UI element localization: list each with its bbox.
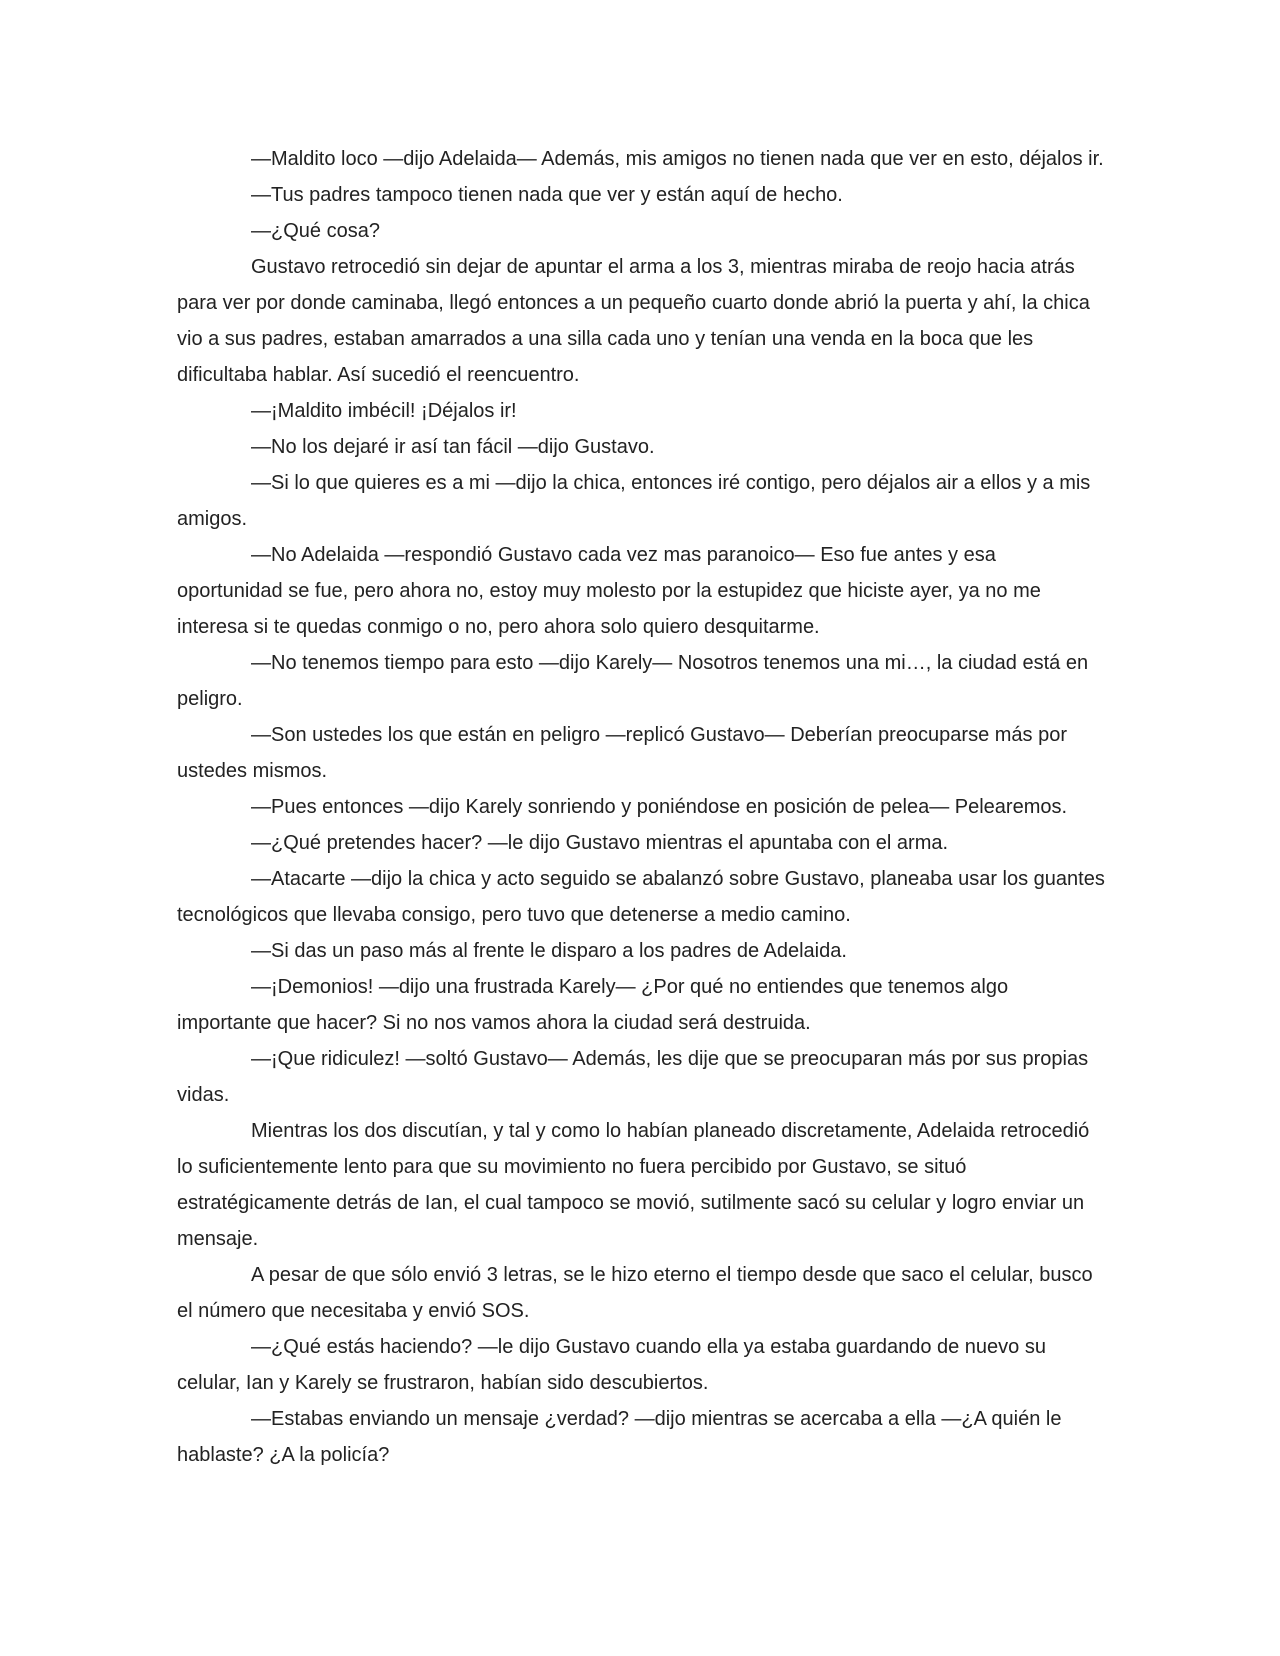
paragraph: —¡Que ridiculez! —soltó Gustavo— Además, les dije que se preocuparan más por sus propias vidas. [177,1048,1089,1106]
paragraph: —¿Qué pretendes hacer? —le dijo Gustavo mientras el apuntaba con el arma. [251,832,949,854]
paragraph: —No los dejaré ir así tan fácil —dijo Gustavo. [251,436,655,458]
paragraph: Mientras los dos discutían, y tal y como lo habían planeado discretamente, Adelaida retrocedió lo suficientemente lento para que su movimiento no fuera percibido por Gustavo, se situó estratégicamente detrás de Ian, el cual tampoco se movió, sutilmente sacó su celular y logro enviar un mensaje. [177,1120,1090,1250]
paragraph: —Estabas enviando un mensaje ¿verdad? —dijo mientras se acercaba a ella —¿A quién le hablaste? ¿A la policía? [177,1408,1062,1466]
paragraph: A pesar de que sólo envió 3 letras, se le hizo eterno el tiempo desde que saco el celular, busco el número que necesitaba y envió SOS. [177,1264,1093,1322]
paragraph: —Si lo que quieres es a mi —dijo la chica, entonces iré contigo, pero déjalos air a ellos y a mis amigos. [177,472,1091,530]
paragraph: —Maldito loco —dijo Adelaida— Además, mis amigos no tienen nada que ver en esto, déjalos ir. [251,148,1104,170]
paragraph: —No tenemos tiempo para esto —dijo Karely— Nosotros tenemos una mi…, la ciudad está en peligro. [177,652,1089,710]
paragraph: —Pues entonces —dijo Karely sonriendo y poniéndose en posición de pelea— Pelearemos. [251,796,1068,818]
document-page [177,141,1107,1473]
paragraph: —Tus padres tampoco tienen nada que ver y están aquí de hecho. [251,184,843,206]
paragraph: —No Adelaida —respondió Gustavo cada vez mas paranoico— Eso fue antes y esa oportunidad se fue, pero ahora no, estoy muy molesto por la estupidez que hiciste ayer, ya no me interesa si te quedas conmigo o no, pero ahora solo quiero desquitarme. [177,544,1041,638]
paragraph: —¿Qué cosa? [251,220,380,242]
paragraph: —¡Demonios! —dijo una frustrada Karely— ¿Por qué no entiendes que tenemos algo importante que hacer? Si no nos vamos ahora la ciudad será destruida. [177,976,1009,1034]
paragraph: Gustavo retrocedió sin dejar de apuntar el arma a los 3, mientras miraba de reojo hacia atrás para ver por donde caminaba, llegó entonces a un pequeño cuarto donde abrió la puerta y ahí, la chica vio a sus padres, estaban amarrados a una silla cada uno y tenían una venda en la boca que les dificultaba hablar. Así sucedió el reencuentro. [177,256,1090,386]
paragraph: —Atacarte —dijo la chica y acto seguido se abalanzó sobre Gustavo, planeaba usar los guantes tecnológicos que llevaba consigo, pero tuvo que detenerse a medio camino. [177,868,1105,926]
paragraph: —Son ustedes los que están en peligro —replicó Gustavo— Deberían preocuparse más por ustedes mismos. [177,724,1068,782]
paragraph: —¿Qué estás haciendo? —le dijo Gustavo cuando ella ya estaba guardando de nuevo su celular, Ian y Karely se frustraron, habían sido descubiertos. [177,1336,1046,1394]
paragraph: —Si das un paso más al frente le disparo a los padres de Adelaida. [251,940,847,962]
paragraph: —¡Maldito imbécil! ¡Déjalos ir! [251,400,517,422]
